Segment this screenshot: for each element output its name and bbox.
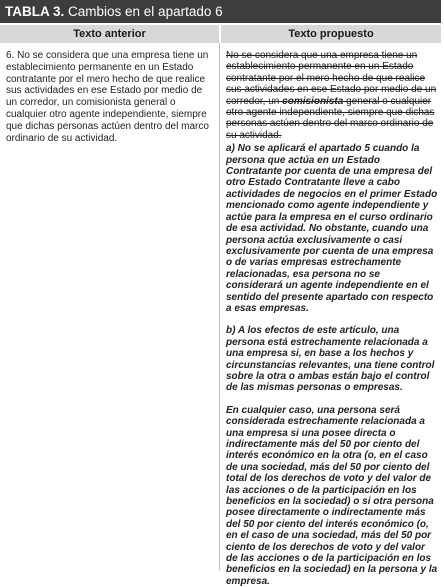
table-label: TABLA 3. <box>5 4 65 19</box>
column-header-old: Texto anterior <box>0 25 219 43</box>
struck-text-after: general o cualquier otro agente independiente, siempre que dichas personas actúen dentro del marco ordinario de su actividad. <box>226 95 435 141</box>
struck-text-before: No se considera que una empresa tiene un establecimiento permanente en un Estado contratante por el mero hecho de que realice sus actividades en ese Estado por medio de un corredor, un <box>226 50 437 107</box>
table-title-bar <box>0 0 441 23</box>
table-title: Cambios en el apartado 6 <box>68 4 223 19</box>
struck-text-emphasis: comisionista <box>282 95 344 107</box>
proposed-text-column <box>226 50 438 587</box>
proposed-paragraph-a: a) No se aplicará el apartado 5 cuando la persona que actúa en un Estado Contratante por cuenta de una empresa del otro Estado Contratante lleve a cabo actividades de negocios en el primer Estado mencionado como agente independiente y actúe para la empresa en el curso ordinario de esa actividad. No obstante, cuando una persona actúa exclusivamente o casi exclusivamente por cuenta de una empresa o de varias empresas estrechamente relacionadas, esa persona no se considerará un agente independiente en el sentido del presente apartado con respecto a esas empresas. <box>226 143 438 314</box>
proposed-paragraph-c: En cualquier caso, una persona será considerada estrechamente relacionada a una empresa si una posee directa o indirectamente más del 50 por ciento del interés económico en la otra (o, en el caso de una sociedad, más del 50 por ciento del total de los derechos de voto y del valor de las acciones o de la participación en los beneficios en la sociedad) o si otra persona posee directamente o indirectamente más del 50 por ciento del interés económico (o, en el caso de una sociedad, más del 50 por ciento de los derechos de voto y del valor de las acciones o de la participación en los beneficios en la sociedad) en la persona y la empresa. <box>226 404 438 587</box>
column-divider <box>219 43 220 570</box>
struck-paragraph <box>226 50 438 141</box>
proposed-paragraph-b: b) A los efectos de este artículo, una persona está estrechamente relacionada a una empresa si, en base a los hechos y circunstancias relevantes, una tiene control sobre la otra o ambas están bajo el control de las mismas personas o empresas. <box>226 325 435 394</box>
old-text-paragraph: 6. No se considera que una empresa tiene un establecimiento permanente en un Estado contratante por el mero hecho de que realice sus actividades en ese Estado por medio de un corredor, un comisionista general o cualquier otro agente independiente, siempre que dichas personas actúen dentro del marco ordinario de su actividad. <box>6 50 209 144</box>
old-text-column <box>6 50 212 144</box>
column-header-new: Texto propuesto <box>221 25 441 43</box>
